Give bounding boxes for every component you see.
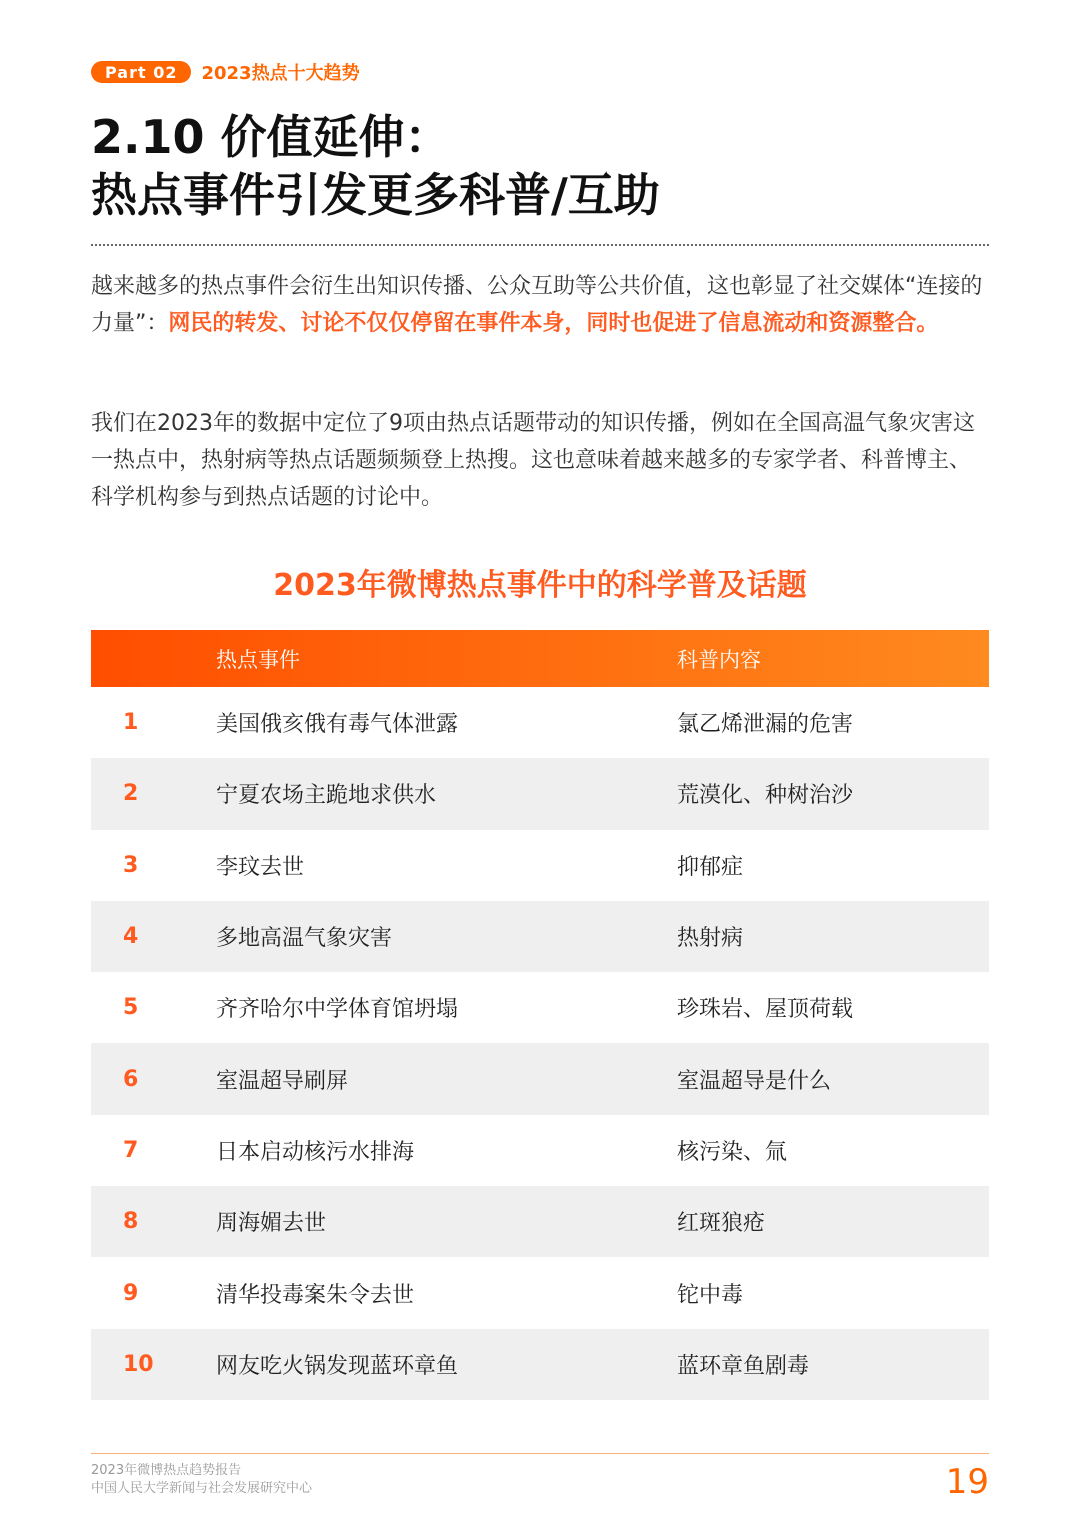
row-event: 日本启动核污水排海 — [216, 1139, 415, 1165]
row-number: 2 — [123, 781, 139, 807]
row-event: 周海媚去世 — [216, 1211, 327, 1237]
footer-source — [91, 1462, 312, 1498]
row-event: 美国俄亥俄有毒气体泄露 — [216, 712, 459, 738]
section-tag — [91, 60, 360, 84]
intro-text: 越来越多的热点事件会衍生出知识传播、公众互助等公共价值，这也彰显了社交媒体“连接的力量”： — [91, 274, 983, 336]
table-header — [91, 630, 989, 687]
row-number: 9 — [123, 1280, 139, 1306]
row-content: 氯乙烯泄漏的危害 — [677, 712, 854, 738]
row-event: 李玟去世 — [216, 854, 305, 880]
title-line-2: 热点事件引发更多科普/互助 — [91, 168, 660, 222]
row-content: 热射病 — [677, 926, 744, 952]
row-number: 10 — [123, 1351, 154, 1377]
intro-paragraph — [91, 268, 991, 342]
row-content: 红斑狼疮 — [677, 1211, 766, 1237]
row-number: 7 — [123, 1137, 139, 1163]
row-event: 室温超导刷屏 — [216, 1068, 349, 1094]
row-event: 宁夏农场主跪地求供水 — [216, 783, 437, 809]
title-line-1: 2.10 价值延伸： — [91, 110, 451, 164]
table-row — [91, 901, 989, 972]
page-title — [91, 108, 660, 224]
table-row — [91, 972, 989, 1043]
row-content: 室温超导是什么 — [677, 1068, 832, 1094]
row-event: 清华投毒案朱令去世 — [216, 1282, 415, 1308]
footer-organization: 中国人民大学新闻与社会发展研究中心 — [91, 1481, 313, 1496]
header-content: 科普内容 — [677, 647, 761, 672]
table-row — [91, 1329, 989, 1400]
section-name: 2023热点十大趋势 — [201, 63, 360, 84]
data-paragraph: 我们在2023年的数据中定位了9项由热点话题带动的知识传播，例如在全国高温气象灾害这一热点中，热射病等热点话题频频登上热搜。这也意味着越来越多的专家学者、科普博主、科学机构参与到热点话题的讨论中。 — [91, 411, 975, 510]
table-row — [91, 1115, 989, 1186]
row-event: 网友吃火锅发现蓝环章鱼 — [216, 1353, 459, 1379]
dotted-divider — [91, 244, 989, 246]
table-row — [91, 1186, 989, 1257]
intro-highlight: 网民的转发、讨论不仅仅停留在事件本身，同时也促进了信息流动和资源整合。 — [168, 311, 939, 336]
row-content: 荒漠化、种树治沙 — [677, 783, 854, 809]
row-content: 铊中毒 — [677, 1282, 744, 1308]
table-row — [91, 1043, 989, 1114]
row-number: 3 — [123, 852, 139, 878]
row-number: 4 — [123, 924, 139, 950]
topics-table — [91, 630, 989, 1400]
row-content: 核污染、氚 — [677, 1139, 788, 1165]
table-row — [91, 1257, 989, 1328]
header-event: 热点事件 — [216, 647, 300, 672]
table-row — [91, 830, 989, 901]
table-title: 2023年微博热点事件中的科学普及话题 — [273, 568, 807, 603]
table-row — [91, 687, 989, 758]
row-content: 蓝环章鱼剧毒 — [677, 1353, 810, 1379]
footer-report-name: 2023年微博热点趋势报告 — [91, 1463, 242, 1478]
row-content: 抑郁症 — [677, 854, 744, 880]
row-event: 齐齐哈尔中学体育馆坍塌 — [216, 997, 459, 1023]
row-number: 6 — [123, 1066, 139, 1092]
row-number: 1 — [123, 710, 139, 736]
table-row — [91, 758, 989, 829]
part-badge: Part 02 — [91, 61, 191, 83]
footer-divider — [91, 1453, 989, 1454]
page-number: 19 — [945, 1462, 989, 1502]
row-event: 多地高温气象灾害 — [216, 926, 393, 952]
row-number: 5 — [123, 995, 139, 1021]
row-content: 珍珠岩、屋顶荷载 — [677, 997, 854, 1023]
row-number: 8 — [123, 1209, 139, 1235]
